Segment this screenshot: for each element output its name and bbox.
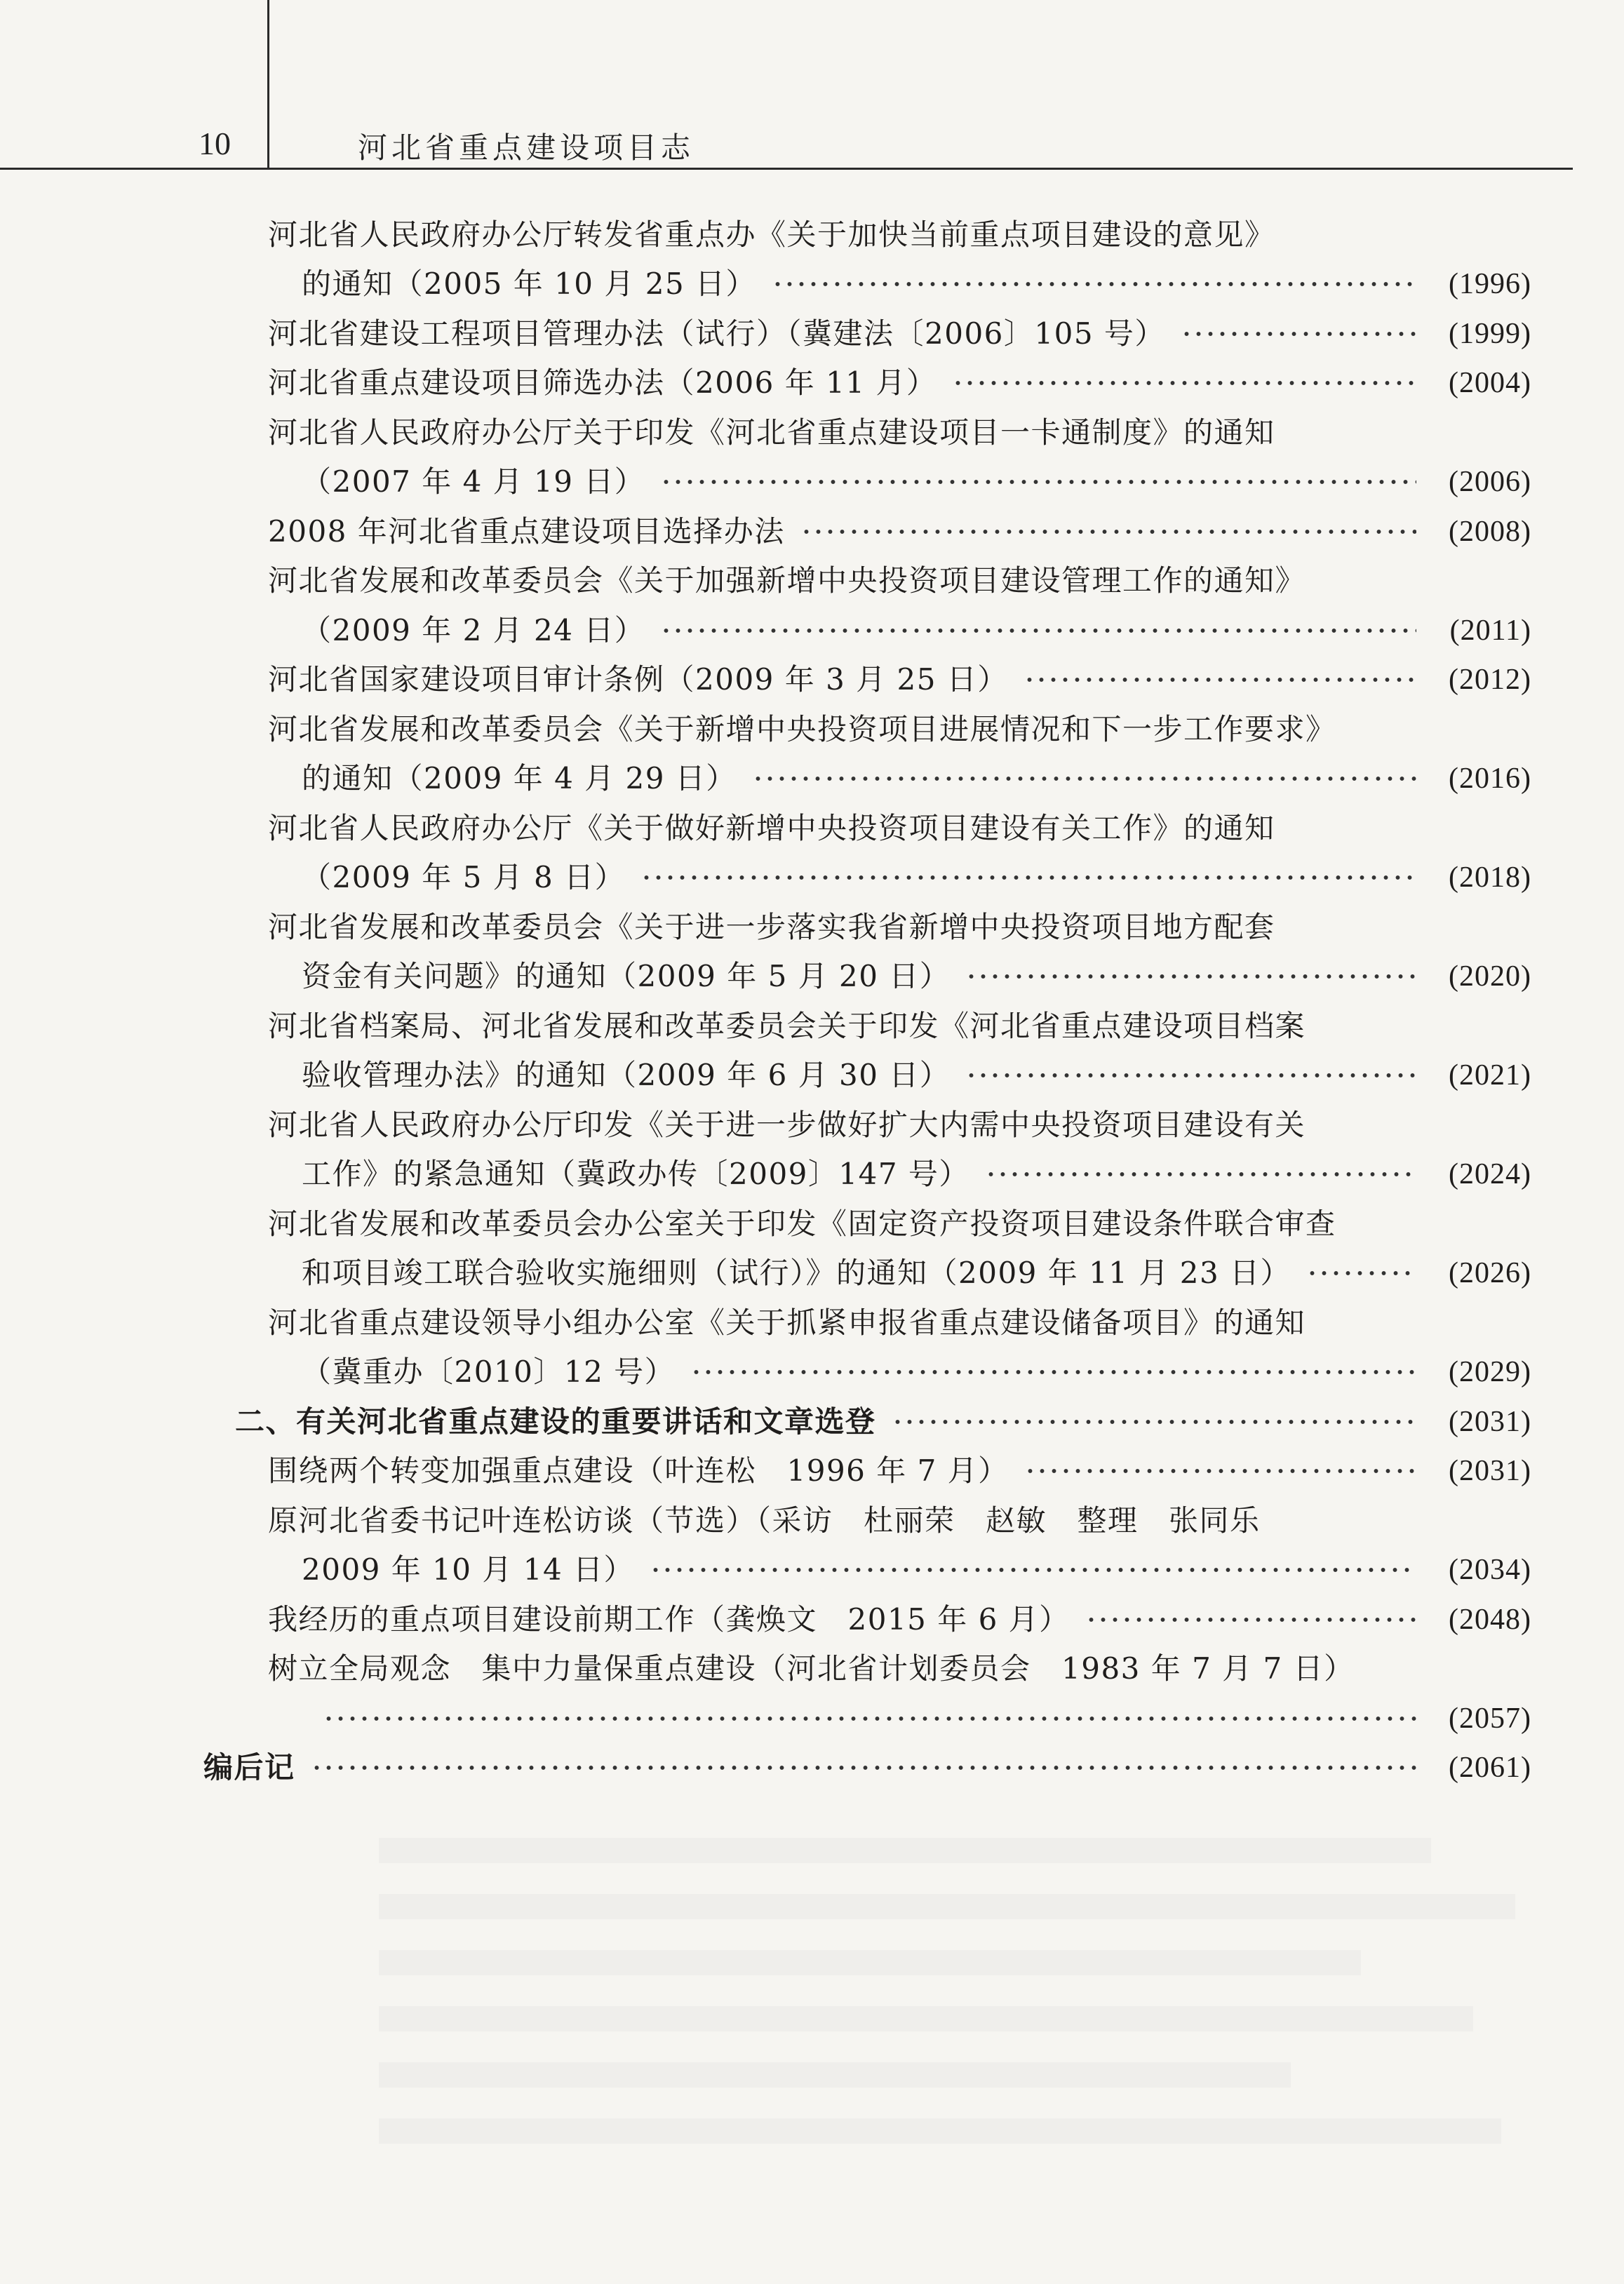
toc-entry [268, 1200, 1336, 1249]
toc-entry [302, 1051, 1531, 1100]
leader-dots [1181, 309, 1416, 358]
toc-entry-title-continued: 2009 年 10 月 14 日） [302, 1552, 635, 1587]
toc-entry-title: 河北省建设工程项目管理办法（试行）（冀建法〔2006〕105 号） [268, 316, 1165, 351]
toc-page-number: (2024) [1449, 1158, 1531, 1190]
leader-dots [323, 1694, 1416, 1743]
toc-page-number: (2006) [1449, 466, 1531, 498]
leader-dots [985, 1150, 1416, 1199]
toc-entry-title-continued: 和项目竣工联合验收实施细则（试行）》的通知（2009 年 11 月 23 日） [302, 1256, 1291, 1290]
toc-entry-title-continued: （2009 年 2 月 24 日） [302, 613, 645, 647]
toc-entry-title: 河北省人民政府办公厅印发《关于进一步做好扩大内需中央投资项目建设有关 [268, 1108, 1306, 1142]
leader-dots [1306, 1249, 1416, 1298]
bleed-through-shadow [379, 2118, 1501, 2144]
toc-entry-title: 河北省档案局、河北省发展和改革委员会关于印发《河北省重点建设项目档案 [268, 1009, 1306, 1043]
leader-dots [1024, 1446, 1416, 1496]
toc-entry [302, 457, 1531, 506]
leader-dots [311, 1743, 1416, 1792]
toc-entry [302, 606, 1531, 655]
leader-dots [892, 1397, 1416, 1446]
toc-entry [268, 210, 1275, 260]
leader-dots [965, 1051, 1416, 1100]
bleed-through-shadow [379, 2062, 1291, 2088]
leader-dots [660, 606, 1416, 655]
leader-dots [800, 507, 1416, 556]
toc-entry [268, 1595, 1531, 1644]
toc-page-number: (1996) [1449, 268, 1531, 300]
leader-dots [752, 754, 1416, 803]
running-title: 河北省重点建设项目志 [358, 130, 695, 165]
toc-page-number: (2031) [1449, 1406, 1531, 1438]
toc-entry [268, 1446, 1531, 1496]
toc-page-number: (2034) [1449, 1554, 1531, 1586]
toc-entry [268, 1644, 1355, 1693]
leader-dots [952, 358, 1416, 408]
toc-entry [302, 1694, 1531, 1743]
toc-entry-title: 原河北省委书记叶连松访谈（节选）（采访 杜丽荣 赵敏 整理 张同乐 [268, 1503, 1261, 1538]
toc-entry [268, 358, 1531, 408]
toc-entry [268, 556, 1306, 605]
toc-entry [268, 655, 1531, 704]
toc-section-heading [235, 1397, 1531, 1446]
toc-entry-title: 河北省人民政府办公厅转发省重点办《关于加快当前重点项目建设的意见》 [268, 217, 1275, 252]
toc-entry-title: 树立全局观念 集中力量保重点建设（河北省计划委员会 1983 年 7 月 7 日） [268, 1651, 1355, 1686]
toc-entry-title: 2008 年河北省重点建设项目选择办法 [268, 514, 785, 549]
toc-entry [268, 804, 1275, 853]
toc-entry [302, 260, 1531, 309]
toc-entry [268, 903, 1275, 952]
toc-page-number: (2012) [1449, 664, 1531, 696]
toc-entry [268, 507, 1531, 556]
toc-entry-title: 围绕两个转变加强重点建设（叶连松 1996 年 7 月） [268, 1453, 1009, 1488]
leader-dots [660, 457, 1416, 506]
page-number: 10 [199, 126, 231, 161]
toc-entry [302, 1150, 1531, 1199]
toc-entry [302, 1249, 1531, 1298]
toc-entry-title: 河北省人民政府办公厅《关于做好新增中央投资项目建设有关工作》的通知 [268, 811, 1275, 845]
toc-entry [302, 1348, 1531, 1397]
section-title: 二、有关河北省重点建设的重要讲话和文章选登 [235, 1404, 876, 1439]
toc-page-number: (2026) [1449, 1257, 1531, 1289]
toc-entry-title-continued: 工作》的紧急通知（冀政办传〔2009〕147 号） [302, 1157, 969, 1191]
toc-afterword [203, 1743, 1531, 1792]
toc-entry [268, 1101, 1306, 1150]
toc-entry-title: 河北省发展和改革委员会《关于进一步落实我省新增中央投资项目地方配套 [268, 910, 1275, 944]
toc-entry-title: 河北省人民政府办公厅关于印发《河北省重点建设项目一卡通制度》的通知 [268, 415, 1275, 450]
header-horizontal-rule [0, 168, 1573, 170]
leader-dots [965, 952, 1416, 1001]
leader-dots [1085, 1595, 1416, 1644]
toc-entry [302, 853, 1531, 902]
leader-dots [772, 260, 1416, 309]
toc-page-number: (2029) [1449, 1356, 1531, 1388]
toc-entry [268, 1496, 1261, 1545]
toc-entry-title: 河北省国家建设项目审计条例（2009 年 3 月 25 日） [268, 662, 1008, 697]
toc-entry [268, 705, 1336, 754]
toc-page-number: (2008) [1449, 516, 1531, 548]
toc-entry [302, 754, 1531, 803]
toc-entry-title-continued: （2009 年 5 月 8 日） [302, 860, 626, 894]
toc-entry-title-continued: 资金有关问题》的通知（2009 年 5 月 20 日） [302, 959, 951, 993]
toc-page-number: (2020) [1449, 960, 1531, 993]
bleed-through-shadow [379, 1894, 1515, 1919]
toc-entry [302, 1545, 1531, 1594]
toc-page-number: (2057) [1449, 1702, 1531, 1735]
leader-dots [1024, 655, 1416, 704]
afterword-title: 编后记 [203, 1750, 295, 1785]
toc-entry [268, 1298, 1306, 1348]
toc-entry-title: 河北省重点建设领导小组办公室《关于抓紧申报省重点建设储备项目》的通知 [268, 1305, 1306, 1340]
toc-page-number: (2018) [1449, 861, 1531, 894]
toc-entry-title-continued: 验收管理办法》的通知（2009 年 6 月 30 日） [302, 1058, 951, 1092]
toc-entry-title: 河北省发展和改革委员会办公室关于印发《固定资产投资项目建设条件联合审查 [268, 1207, 1336, 1241]
toc-page-number: (2004) [1449, 367, 1531, 399]
bleed-through-shadow [379, 1950, 1361, 1975]
toc-entry-title-continued: 的通知（2009 年 4 月 29 日） [302, 761, 737, 795]
toc-page-number: (2011) [1449, 614, 1531, 647]
toc-entry-title: 河北省发展和改革委员会《关于加强新增中央投资项目建设管理工作的通知》 [268, 563, 1306, 598]
toc-entry [268, 309, 1531, 358]
toc-entry-title: 河北省重点建设项目筛选办法（2006 年 11 月） [268, 365, 937, 400]
toc-page-number: (2021) [1449, 1059, 1531, 1091]
bleed-through-shadow [379, 1838, 1431, 1863]
leader-dots [640, 853, 1416, 902]
toc-page-number: (2048) [1449, 1604, 1531, 1636]
toc-page-number: (2031) [1449, 1455, 1531, 1487]
toc-entry-title: 我经历的重点项目建设前期工作（龚焕文 2015 年 6 月） [268, 1602, 1070, 1637]
toc-entry-title-continued: （2007 年 4 月 19 日） [302, 464, 645, 499]
leader-dots [690, 1348, 1416, 1397]
bleed-through-shadow [379, 2006, 1473, 2031]
toc-page-number: (1999) [1449, 318, 1531, 350]
toc-page-number: (2061) [1449, 1752, 1531, 1784]
toc-entry [268, 408, 1275, 457]
toc-entry-title: 河北省发展和改革委员会《关于新增中央投资项目进展情况和下一步工作要求》 [268, 712, 1336, 746]
toc-entry-title-continued: 的通知（2005 年 10 月 25 日） [302, 267, 757, 301]
toc-entry [302, 952, 1531, 1001]
toc-page-number: (2016) [1449, 763, 1531, 795]
leader-dots [650, 1545, 1416, 1594]
toc-entry [268, 1002, 1306, 1051]
toc-entry-title-continued: （冀重办〔2010〕12 号） [302, 1355, 676, 1389]
header-vertical-rule [267, 0, 269, 168]
